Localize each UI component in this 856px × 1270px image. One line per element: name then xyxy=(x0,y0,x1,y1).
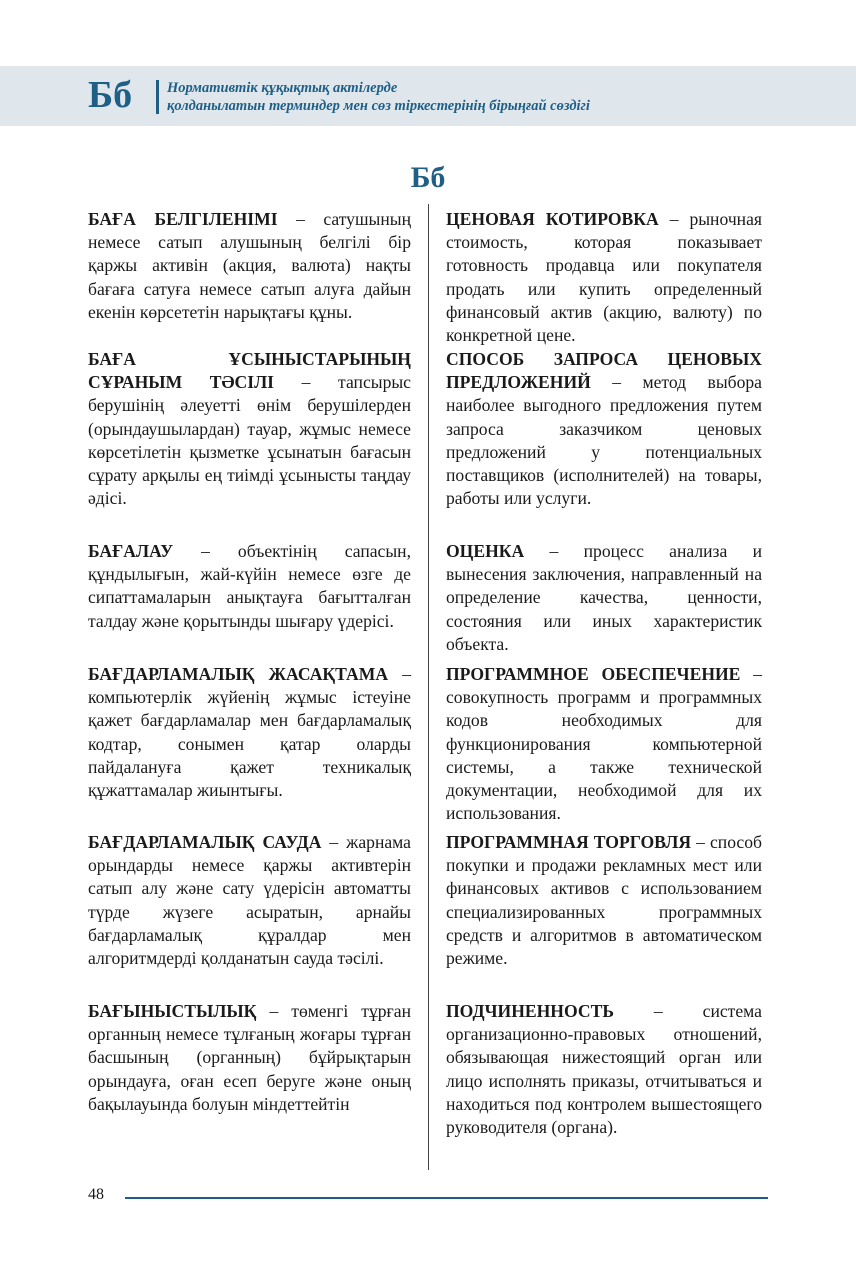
entry-ru-ocenka xyxy=(446,540,762,656)
entry-term: БАҒЫНЫСТЫЛЫҚ xyxy=(88,1001,257,1021)
entry-definition: – жарнама орындарды немесе қаржы активтерін сатып алу және сату үдерісін автоматты түрде жүзеге асыратын, арнайы бағдарламалық құралдар мен алгоритмдерді қолданатын сауда тәсілі. xyxy=(88,832,411,969)
entry-term: БАҒА ҰСЫНЫСТАРЫНЫҢ СҰРАНЫМ ТӘСІЛІ xyxy=(88,349,411,393)
entry-kz-bagdarlamalyk-sauda xyxy=(88,831,411,970)
column-divider xyxy=(428,204,429,1170)
entry-definition: – объектінің сапасын, құндылығын, жай-күйін немесе өзге де сипаттамаларын анықтауға бағытталған талдау және қорытынды шығару үдерісі. xyxy=(88,541,411,631)
entry-term: БАҒАЛАУ xyxy=(88,541,174,561)
entry-kz-bagalau xyxy=(88,540,411,633)
entry-kz-baga-usynystary xyxy=(88,348,411,510)
entry-term: ПРОГРАММНАЯ ТОРГОВЛЯ xyxy=(446,832,692,852)
entry-kz-baga-belgilenimi xyxy=(88,208,411,324)
entry-term: БАҒДАРЛАМАЛЫҚ ЖАСАҚТАМА xyxy=(88,664,389,684)
entry-ru-programmnoe-obespechenie xyxy=(446,663,762,825)
header-letters: Бб xyxy=(88,74,133,116)
entry-definition: – процесс анализа и вынесения заключения, направленный на определение качества, ценности, состояния или иных характеристик объекта. xyxy=(446,541,762,654)
entry-term: БАҒДАРЛАМАЛЫҚ САУДА xyxy=(88,832,322,852)
entry-kz-bagdarlamalyk-zhasaktama xyxy=(88,663,411,802)
header-subtitle-line2: қолданылатын терминдер мен сөз тіркестерінің бірыңғай сөздігі xyxy=(167,98,590,114)
entry-definition: – совокупность программ и программных кодов необходимых для функционирования компьютерной системы, а также технической документации, необходимой для их использования. xyxy=(446,664,762,824)
entry-ru-cenovaya-kotirovka xyxy=(446,208,762,347)
entry-term: ПОДЧИНЕННОСТЬ xyxy=(446,1001,614,1021)
entry-definition: – метод выбора наиболее выгодного предложения путем запроса заказчиком ценовых предложений у потенциальных поставщиков (исполнителей) на товары, работы или услуги. xyxy=(446,372,762,509)
section-letter: Бб xyxy=(410,161,446,194)
entry-definition: – способ покупки и продажи рекламных мест или финансовых активов с использованием специализированных программных средств и алгоритмов в автоматическом режиме. xyxy=(446,832,762,969)
entry-ru-sposob-zaprosa xyxy=(446,348,762,510)
entry-kz-bagynystylyk xyxy=(88,1000,411,1116)
footer-rule xyxy=(125,1197,768,1199)
entry-term: ПРОГРАММНОЕ ОБЕСПЕЧЕНИЕ xyxy=(446,664,741,684)
entry-definition: – рыночная стоимость, которая показывает готовность продавца или покупателя продать или купить определенный финансовый актив (акцию, валюту) по конкретной цене. xyxy=(446,209,762,346)
entry-ru-programmnaya-torgovlya xyxy=(446,831,762,970)
entry-term: ОЦЕНКА xyxy=(446,541,525,561)
entry-term: БАҒА БЕЛГІЛЕНІМІ xyxy=(88,209,278,229)
entry-definition: – система организационно-правовых отношений, обязывающая нижестоящий орган или лицо исполнять приказы, отчитываться и находиться под контролем вышестоящего руководителя (органа). xyxy=(446,1001,762,1138)
entry-definition: – төменгі тұрған органның немесе тұлғаның жоғары тұрған басшының (органның) бұйрықтарын орындауға, оған есеп беруге және оның бақылауында болуын міндеттейтін xyxy=(88,1001,411,1114)
entry-term: СПОСОБ ЗАПРОСА ЦЕНОВЫХ ПРЕДЛОЖЕНИЙ xyxy=(446,349,762,393)
entry-ru-podchinennost xyxy=(446,1000,762,1139)
header-subtitle xyxy=(167,79,590,115)
entry-term: ЦЕНОВАЯ КОТИРОВКА xyxy=(446,209,659,229)
entry-definition: – компьютерлік жүйенің жұмыс істеуіне қажет бағдарламалар мен бағдарламалық кодтар, сонымен қатар оларды пайдалануға қажет техникалық құжаттамалар жиынтығы. xyxy=(88,664,411,801)
entry-definition: – сатушының немесе сатып алушының белгілі бір қаржы активін (акция, валюта) нақты бағаға сатуға немесе сатып алуға дайын екенін көрсететін нарықтағы құны. xyxy=(88,209,411,322)
header-divider xyxy=(156,80,159,114)
header-subtitle-line1: Нормативтік құқықтық актілерде xyxy=(167,80,398,96)
entry-definition: – тапсырыс берушінің әлеуетті өнім берушілерден (орындаушылардан) тауар, жұмыс немесе көрсетілетін қызметке ұсынатын бағасын сұрату арқылы ең тиімді ұсынысты таңдау әдісі. xyxy=(88,372,411,509)
page-number: 48 xyxy=(88,1186,104,1203)
